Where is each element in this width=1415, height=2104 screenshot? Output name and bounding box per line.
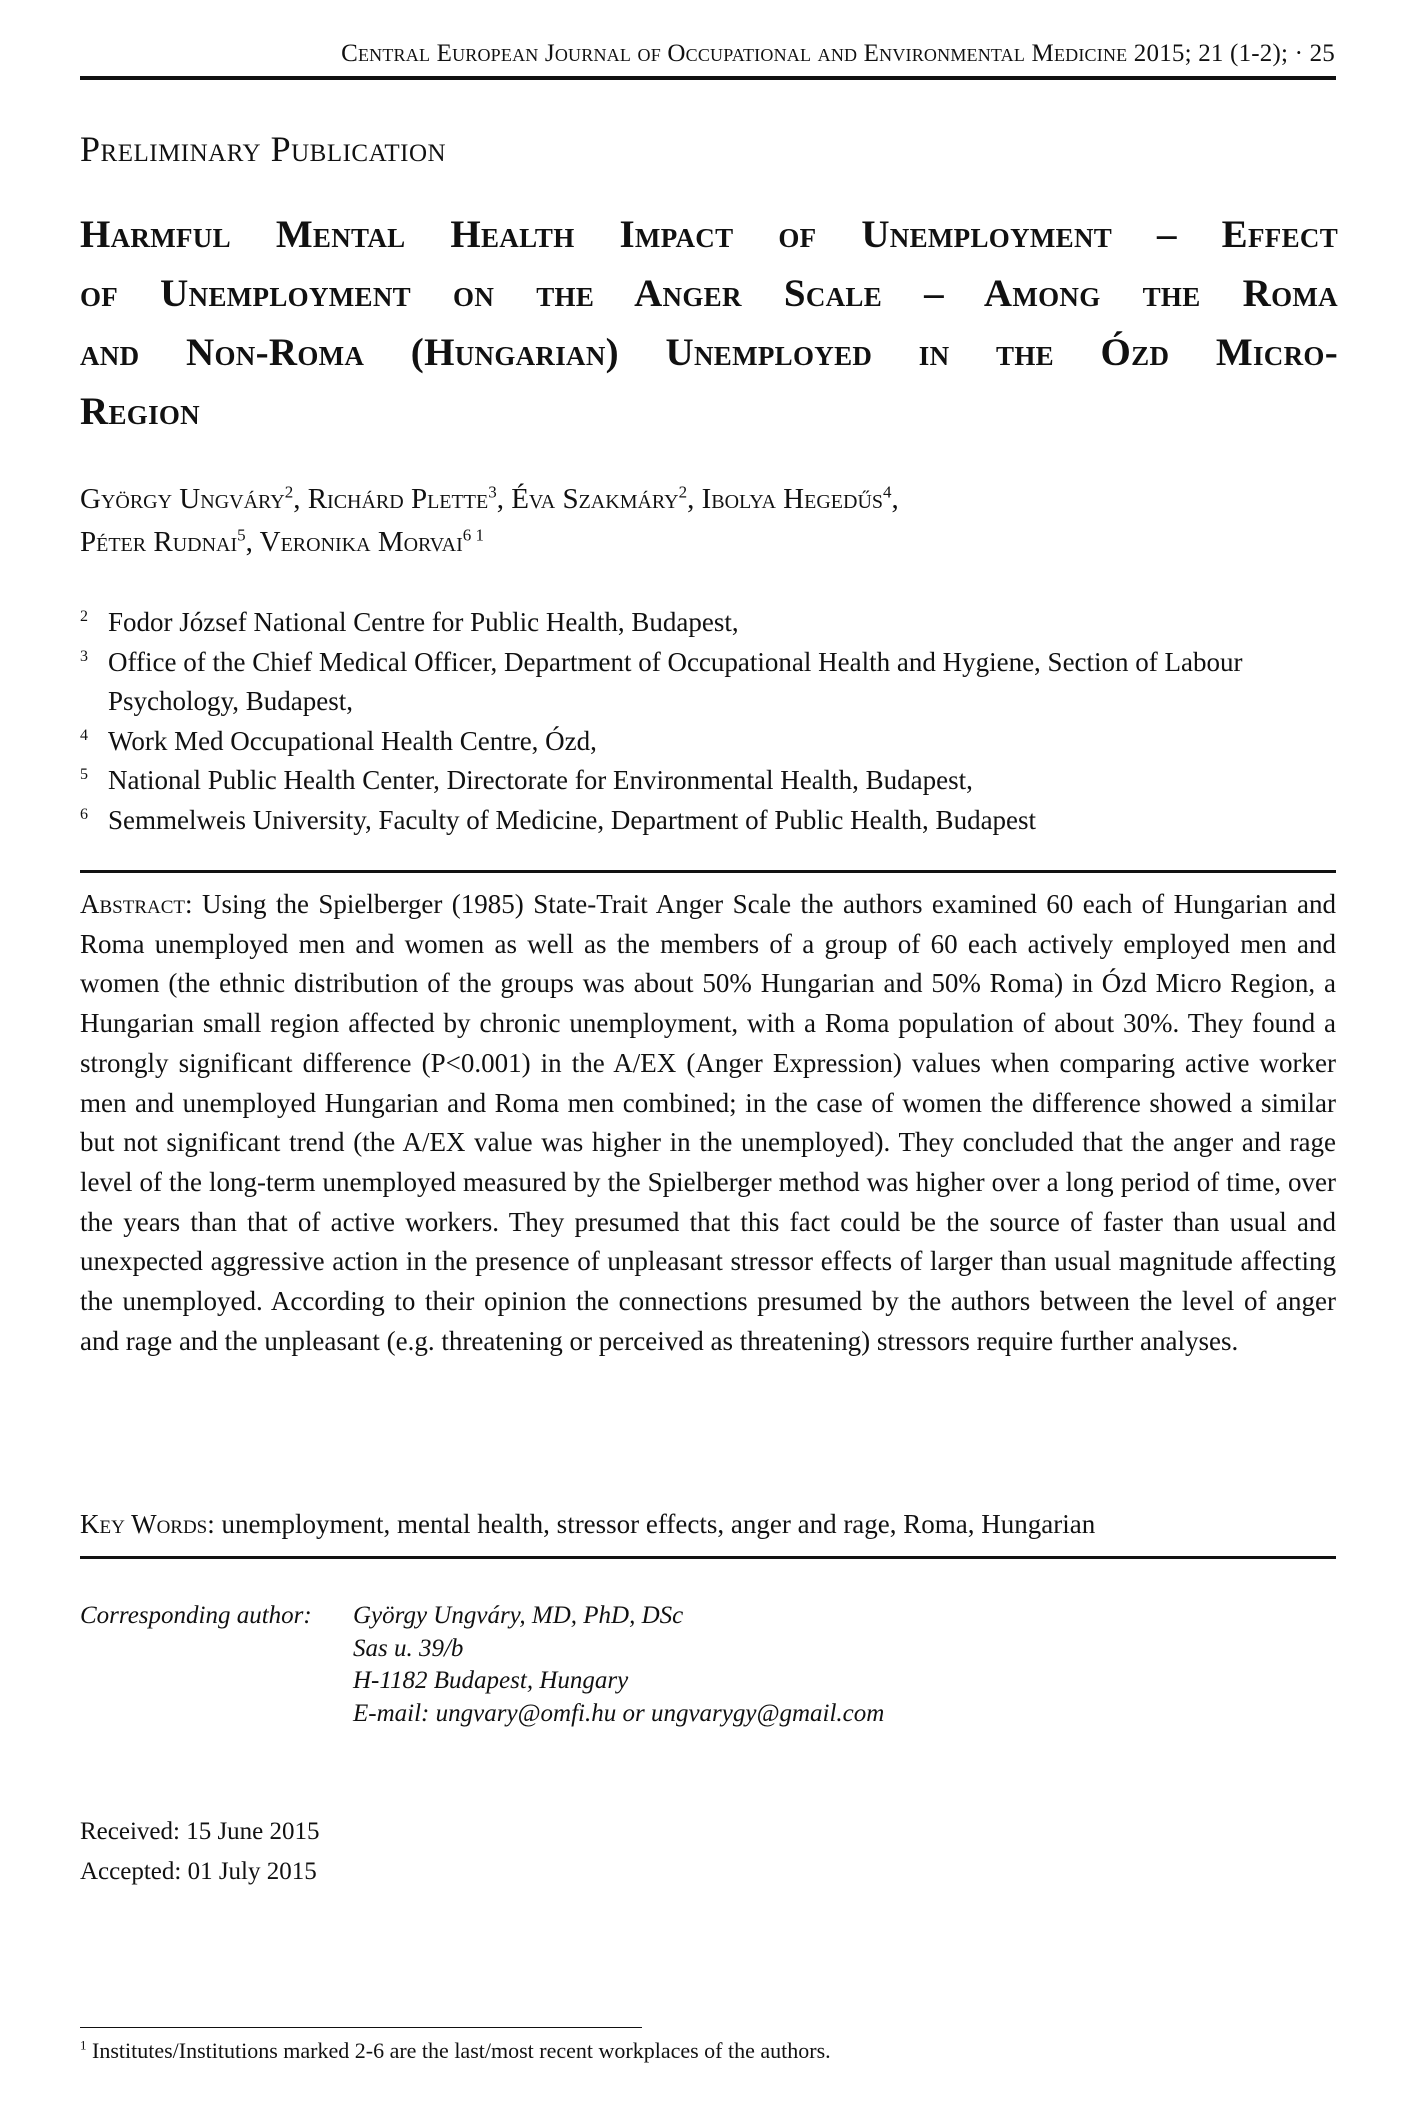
corresponding-author-label: Corresponding author: bbox=[80, 1602, 312, 1629]
abstract-label: Abstract: bbox=[80, 889, 193, 919]
affiliation-mark: 4 bbox=[80, 726, 88, 744]
title-line: Region bbox=[80, 390, 200, 433]
corresponding-author-name: György Ungváry, MD, PhD, DSc bbox=[353, 1602, 684, 1629]
affiliation-item bbox=[80, 722, 1340, 762]
author bbox=[260, 526, 484, 558]
title-line: and Non-Roma (Hungarian) Unemployed in the Ózd Micro- bbox=[80, 331, 1338, 374]
author-affil-mark: 2 bbox=[678, 482, 688, 502]
journal-name: Central European Journal of Occupational and Environmental Medicine bbox=[341, 40, 1128, 67]
affiliation-text: Work Med Occupational Health Centre, Ózd, bbox=[108, 725, 597, 756]
affiliation-mark: 5 bbox=[80, 766, 88, 783]
author-name: Ibolya Hegedűs bbox=[701, 483, 884, 515]
author bbox=[702, 483, 899, 515]
abstract-top-rule bbox=[80, 870, 1336, 873]
affiliation-mark: 3 bbox=[80, 647, 88, 665]
affiliation-text: Fodor József National Centre for Public Health, Budapest, bbox=[108, 607, 739, 637]
separator: , bbox=[687, 483, 702, 515]
running-head bbox=[341, 40, 1335, 68]
author-affil-mark: 2 bbox=[284, 482, 294, 502]
affiliation-text: Semmelweis University, Faculty of Medicine, Department of Public Health, Budapest bbox=[108, 804, 1037, 835]
title-line: Harmful Mental Health Impact of Unemployment – Effect bbox=[80, 213, 1338, 256]
received-date: Received: 15 June 2015 bbox=[80, 1818, 320, 1845]
affiliation-list bbox=[80, 603, 1340, 840]
author-affil-mark: 4 bbox=[883, 482, 892, 502]
author-name: Veronika Morvai bbox=[259, 526, 463, 558]
author-affil-mark: 6 1 bbox=[462, 525, 485, 545]
author bbox=[308, 483, 511, 515]
corresponding-author-street: Sas u. 39/b bbox=[353, 1634, 464, 1662]
footnote-mark: 1 bbox=[80, 2037, 87, 2053]
separator: , bbox=[245, 526, 260, 558]
author-name: Péter Rudnai bbox=[80, 526, 238, 558]
footnote-rule bbox=[80, 2027, 642, 2028]
keywords-bottom-rule bbox=[80, 1556, 1336, 1559]
title-line: of Unemployment on the Anger Scale – Among the Roma bbox=[80, 272, 1338, 315]
footnote-text: Institutes/Institutions marked 2-6 are the last/most recent workplaces of the authors. bbox=[92, 2038, 831, 2063]
author-affil-mark: 3 bbox=[488, 482, 497, 502]
author bbox=[80, 483, 308, 515]
author-name: Éva Szakmáry bbox=[511, 483, 679, 515]
affiliation-text: National Public Health Center, Directorate for Environmental Health, Budapest, bbox=[108, 765, 973, 795]
footnote bbox=[80, 2038, 831, 2064]
affiliation-mark: 2 bbox=[80, 608, 88, 625]
affiliation-item bbox=[80, 643, 1340, 722]
separator: , bbox=[293, 483, 308, 515]
author-name: György Ungváry bbox=[80, 483, 285, 515]
article-title bbox=[80, 205, 1338, 441]
affiliation-item bbox=[80, 801, 1340, 841]
article-dates bbox=[80, 1812, 320, 1892]
author bbox=[80, 526, 260, 558]
keywords-text: unemployment, mental health, stressor effects, anger and rage, Roma, Hungarian bbox=[221, 1509, 1096, 1539]
corresponding-author-email: E-mail: ungvary@omfi.hu or ungvarygy@gmail.com bbox=[353, 1699, 885, 1727]
accepted-date: Accepted: 01 July 2015 bbox=[80, 1858, 317, 1885]
keywords-label: Key Words: bbox=[80, 1509, 215, 1539]
citation: 2015; 21 (1-2); · 25 bbox=[1133, 40, 1335, 67]
corresponding-author-city: H-1182 Budapest, Hungary bbox=[353, 1667, 629, 1694]
affiliation-mark: 6 bbox=[80, 805, 88, 823]
author bbox=[511, 483, 701, 515]
header-rule bbox=[80, 76, 1336, 80]
keywords bbox=[80, 1505, 1336, 1544]
author-name: Richárd Plette bbox=[307, 483, 489, 515]
separator: , bbox=[891, 483, 899, 515]
author-affil-mark: 5 bbox=[237, 525, 246, 545]
section-label: Preliminary Publication bbox=[80, 129, 447, 169]
affiliation-text: Office of the Chief Medical Officer, Department of Occupational Health and Hygiene, Section of Labour Psychology, Budapest, bbox=[108, 646, 1243, 716]
author-list bbox=[80, 478, 1340, 564]
separator: , bbox=[496, 483, 512, 515]
abstract-text: Using the Spielberger (1985) State-Trait Anger Scale the authors examined 60 each of Hungarian and Roma unemployed men and women as well as the members of a group of 60 each actively employed men and women (the ethnic distribution of the groups was about 50% Hungarian and 50% Roma) in Ózd Micro Region, a Hungarian small region affected by chronic unemployment, with a Roma population of about 30%. They found a strongly significant difference (P<0.001) in the A/EX (Anger Expression) values when comparing active worker men and unemployed Hungarian and Roma men combined; in the case of women the difference showed a similar but not significant trend (the A/EX value was higher in the unemployed). They concluded that the anger and rage level of the long-term unemployed measured by the Spielberger method was higher over a long period of time, over the years than that of active workers. They presumed that this fact could be the source of faster than usual and unexpected aggressive action in the presence of unpleasant stressor effects of larger than usual magnitude affecting the unemployed. According to their opinion the connections presumed by the authors between the level of anger and rage and the unpleasant (e.g. threatening or perceived as threatening) stressors require further analyses. bbox=[80, 889, 1337, 1356]
abstract bbox=[80, 885, 1336, 1361]
affiliation-item bbox=[80, 761, 1340, 801]
corresponding-author-details bbox=[353, 1600, 884, 1730]
affiliation-item bbox=[80, 603, 1340, 643]
